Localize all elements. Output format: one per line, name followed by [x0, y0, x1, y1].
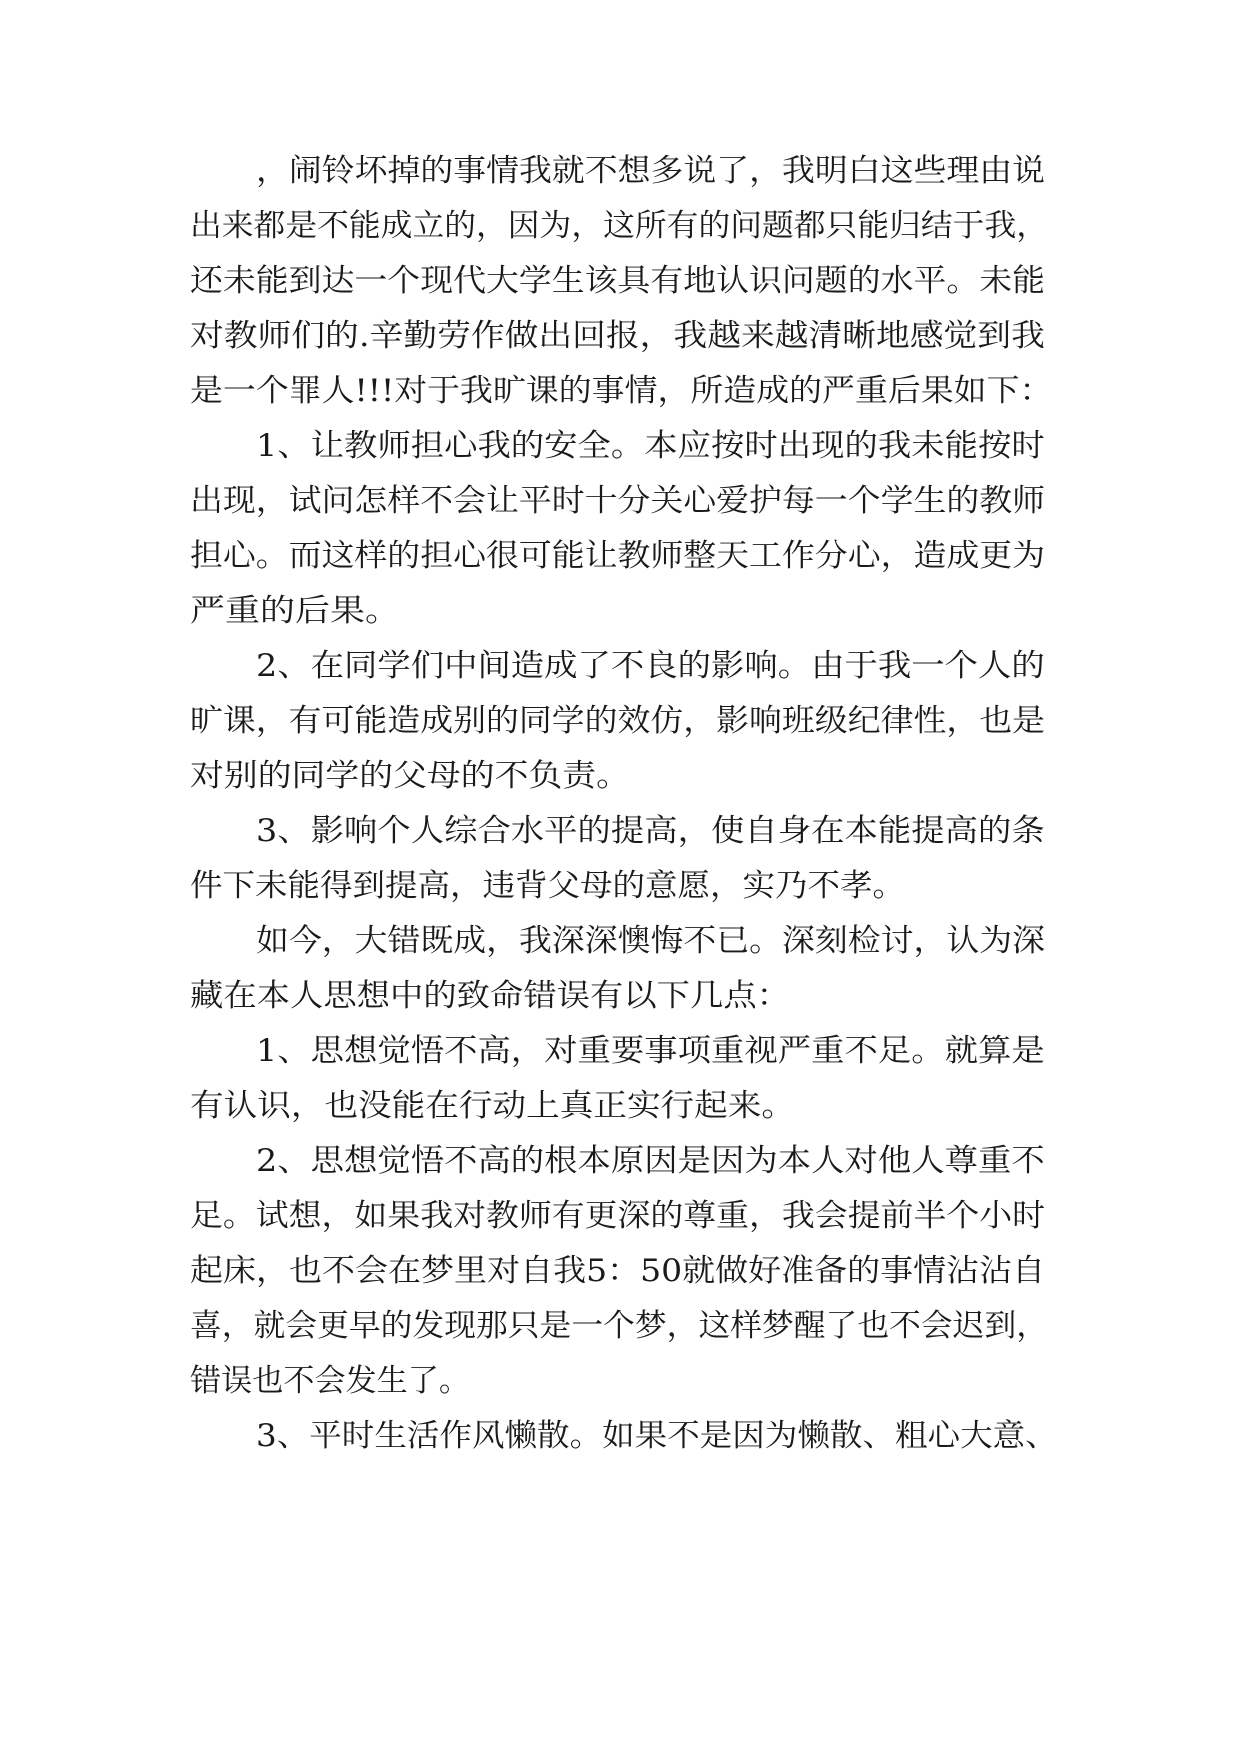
paragraph-line: 出来都是不能成立的，因为，这所有的问题都只能归结于我， [190, 208, 1048, 244]
paragraph-line: 足。试想，如果我对教师有更深的尊重，我会提前半个小时 [190, 1198, 1045, 1234]
paragraph-line: 3、影响个人综合水平的提高，使自身在本能提高的条 [256, 813, 1045, 849]
paragraph-line: 2、思想觉悟不高的根本原因是因为本人对他人尊重不 [256, 1143, 1045, 1179]
paragraph-line: 如今，大错既成，我深深懊悔不已。深刻检讨，认为深 [256, 923, 1045, 959]
paragraph-line: 出现，试问怎样不会让平时十分关心爱护每一个学生的教师 [190, 483, 1045, 519]
paragraph-line: 2、在同学们中间造成了不良的影响。由于我一个人的 [256, 648, 1045, 684]
paragraph-line: 对别的同学的父母的不负责。 [190, 758, 630, 794]
paragraph-line: 旷课，有可能造成别的同学的效仿，影响班级纪律性，也是 [190, 703, 1045, 739]
paragraph-line: 1、思想觉悟不高，对重要事项重视严重不足。就算是 [256, 1033, 1045, 1069]
paragraph-line: 1、让教师担心我的安全。本应按时出现的我未能按时 [256, 428, 1045, 464]
paragraph-line: 严重的后果。 [190, 593, 400, 629]
paragraph-line: 3、平时生活作风懒散。如果不是因为懒散、粗心大意、 [256, 1418, 1058, 1454]
paragraph-line: 件下未能得到提高，违背父母的意愿，实乃不孝。 [190, 868, 905, 904]
paragraph-line: 起床，也不会在梦里对自我5：50就做好准备的事情沾沾自 [190, 1253, 1046, 1289]
paragraph-line: 是一个罪人!!!对于我旷课的事情，所造成的严重后果如下： [190, 373, 1053, 409]
paragraph-line: 错误也不会发生了。 [190, 1363, 470, 1399]
paragraph-line: 还未能到达一个现代大学生该具有地认识问题的水平。未能 [190, 263, 1045, 299]
paragraph-line: 喜，就会更早的发现那只是一个梦，这样梦醒了也不会迟到， [190, 1308, 1048, 1344]
paragraph-line: 担心。而这样的担心很可能让教师整天工作分心，造成更为 [190, 538, 1045, 574]
paragraph-line: 对教师们的.辛勤劳作做出回报，我越来越清晰地感觉到我 [190, 318, 1045, 354]
paragraph-line: ，闹铃坏掉的事情我就不想多说了，我明白这些理由说 [256, 153, 1045, 189]
paragraph-line: 有认识，也没能在行动上真正实行起来。 [190, 1088, 795, 1124]
paragraph-line: 藏在本人思想中的致命错误有以下几点： [190, 978, 790, 1014]
